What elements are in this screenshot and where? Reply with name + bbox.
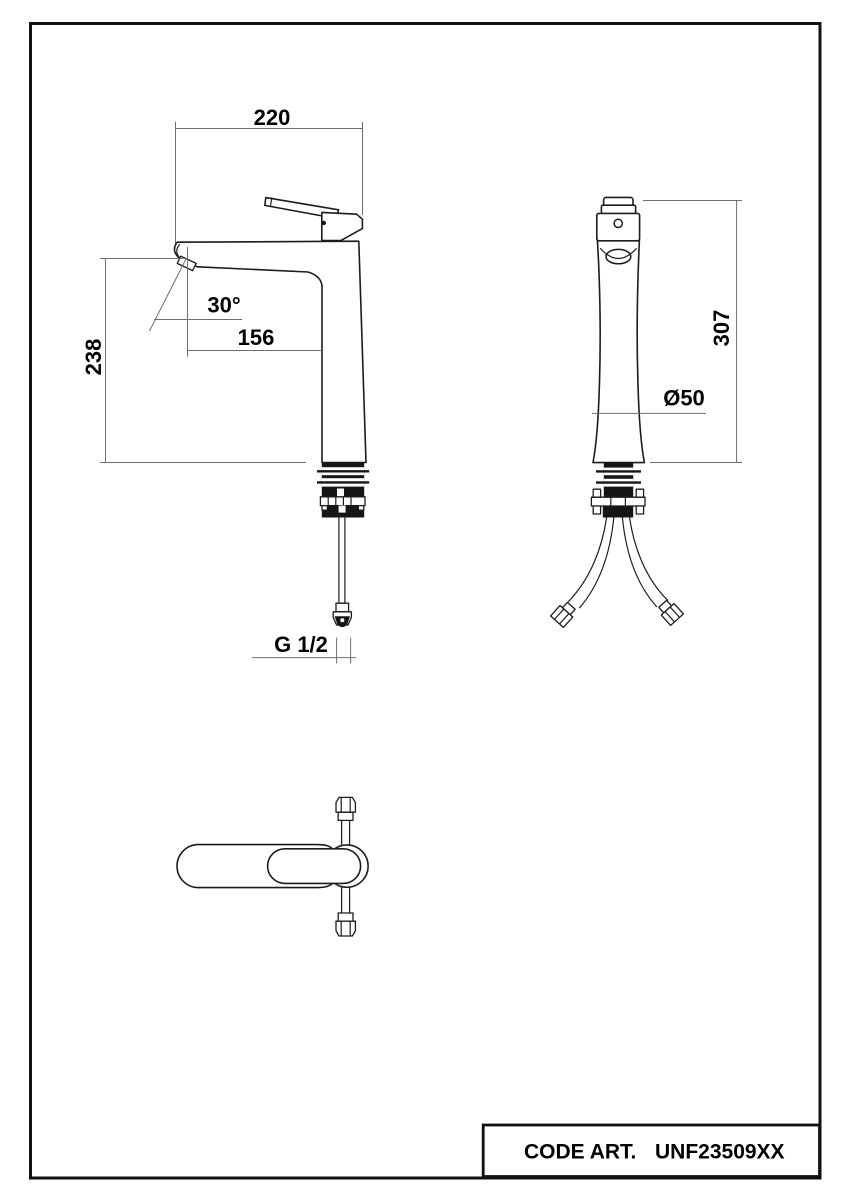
hose-connector-side — [333, 603, 351, 627]
shank-side — [317, 463, 369, 518]
shank-front — [591, 463, 645, 518]
dim-width-label: 220 — [253, 105, 291, 130]
mounting-flange-front — [591, 497, 645, 506]
hose-connector-right — [656, 598, 683, 625]
total-height-label: 307 — [709, 309, 734, 347]
supply-hose-side — [339, 518, 345, 604]
faucet-side-outline — [174, 241, 366, 462]
sheet-border — [31, 24, 821, 1179]
code-art-value: UNF23509XX — [655, 1140, 785, 1164]
reach-label: 156 — [237, 325, 275, 350]
faucet-front-outline — [593, 241, 644, 463]
title-block — [483, 1125, 819, 1177]
faucet-side-view — [81, 105, 369, 664]
hose-bottom — [336, 888, 355, 937]
thread-label: G 1/2 — [274, 632, 328, 657]
dim-thread-g12 — [252, 632, 356, 664]
flange-bolt — [593, 489, 600, 497]
supply-hoses-front — [569, 518, 668, 608]
faucet-top-view — [177, 797, 368, 936]
handle-front — [597, 197, 640, 240]
faucet-front-view — [551, 197, 742, 627]
handle-top-outline — [268, 849, 361, 884]
handle-base-side — [322, 212, 363, 240]
handle-pivot-dot — [322, 221, 326, 225]
flange-bolt — [636, 489, 643, 497]
hose-connector-left — [551, 600, 578, 627]
height-label: 238 — [81, 338, 106, 376]
mounting-flange-side — [320, 497, 365, 506]
code-art-label: CODE ART. — [524, 1140, 637, 1164]
angle-label: 30° — [207, 292, 241, 318]
diameter-label: Ø50 — [663, 385, 705, 411]
hose-top — [336, 797, 355, 846]
dim-height-238 — [81, 259, 306, 463]
dim-height-307 — [643, 201, 742, 463]
